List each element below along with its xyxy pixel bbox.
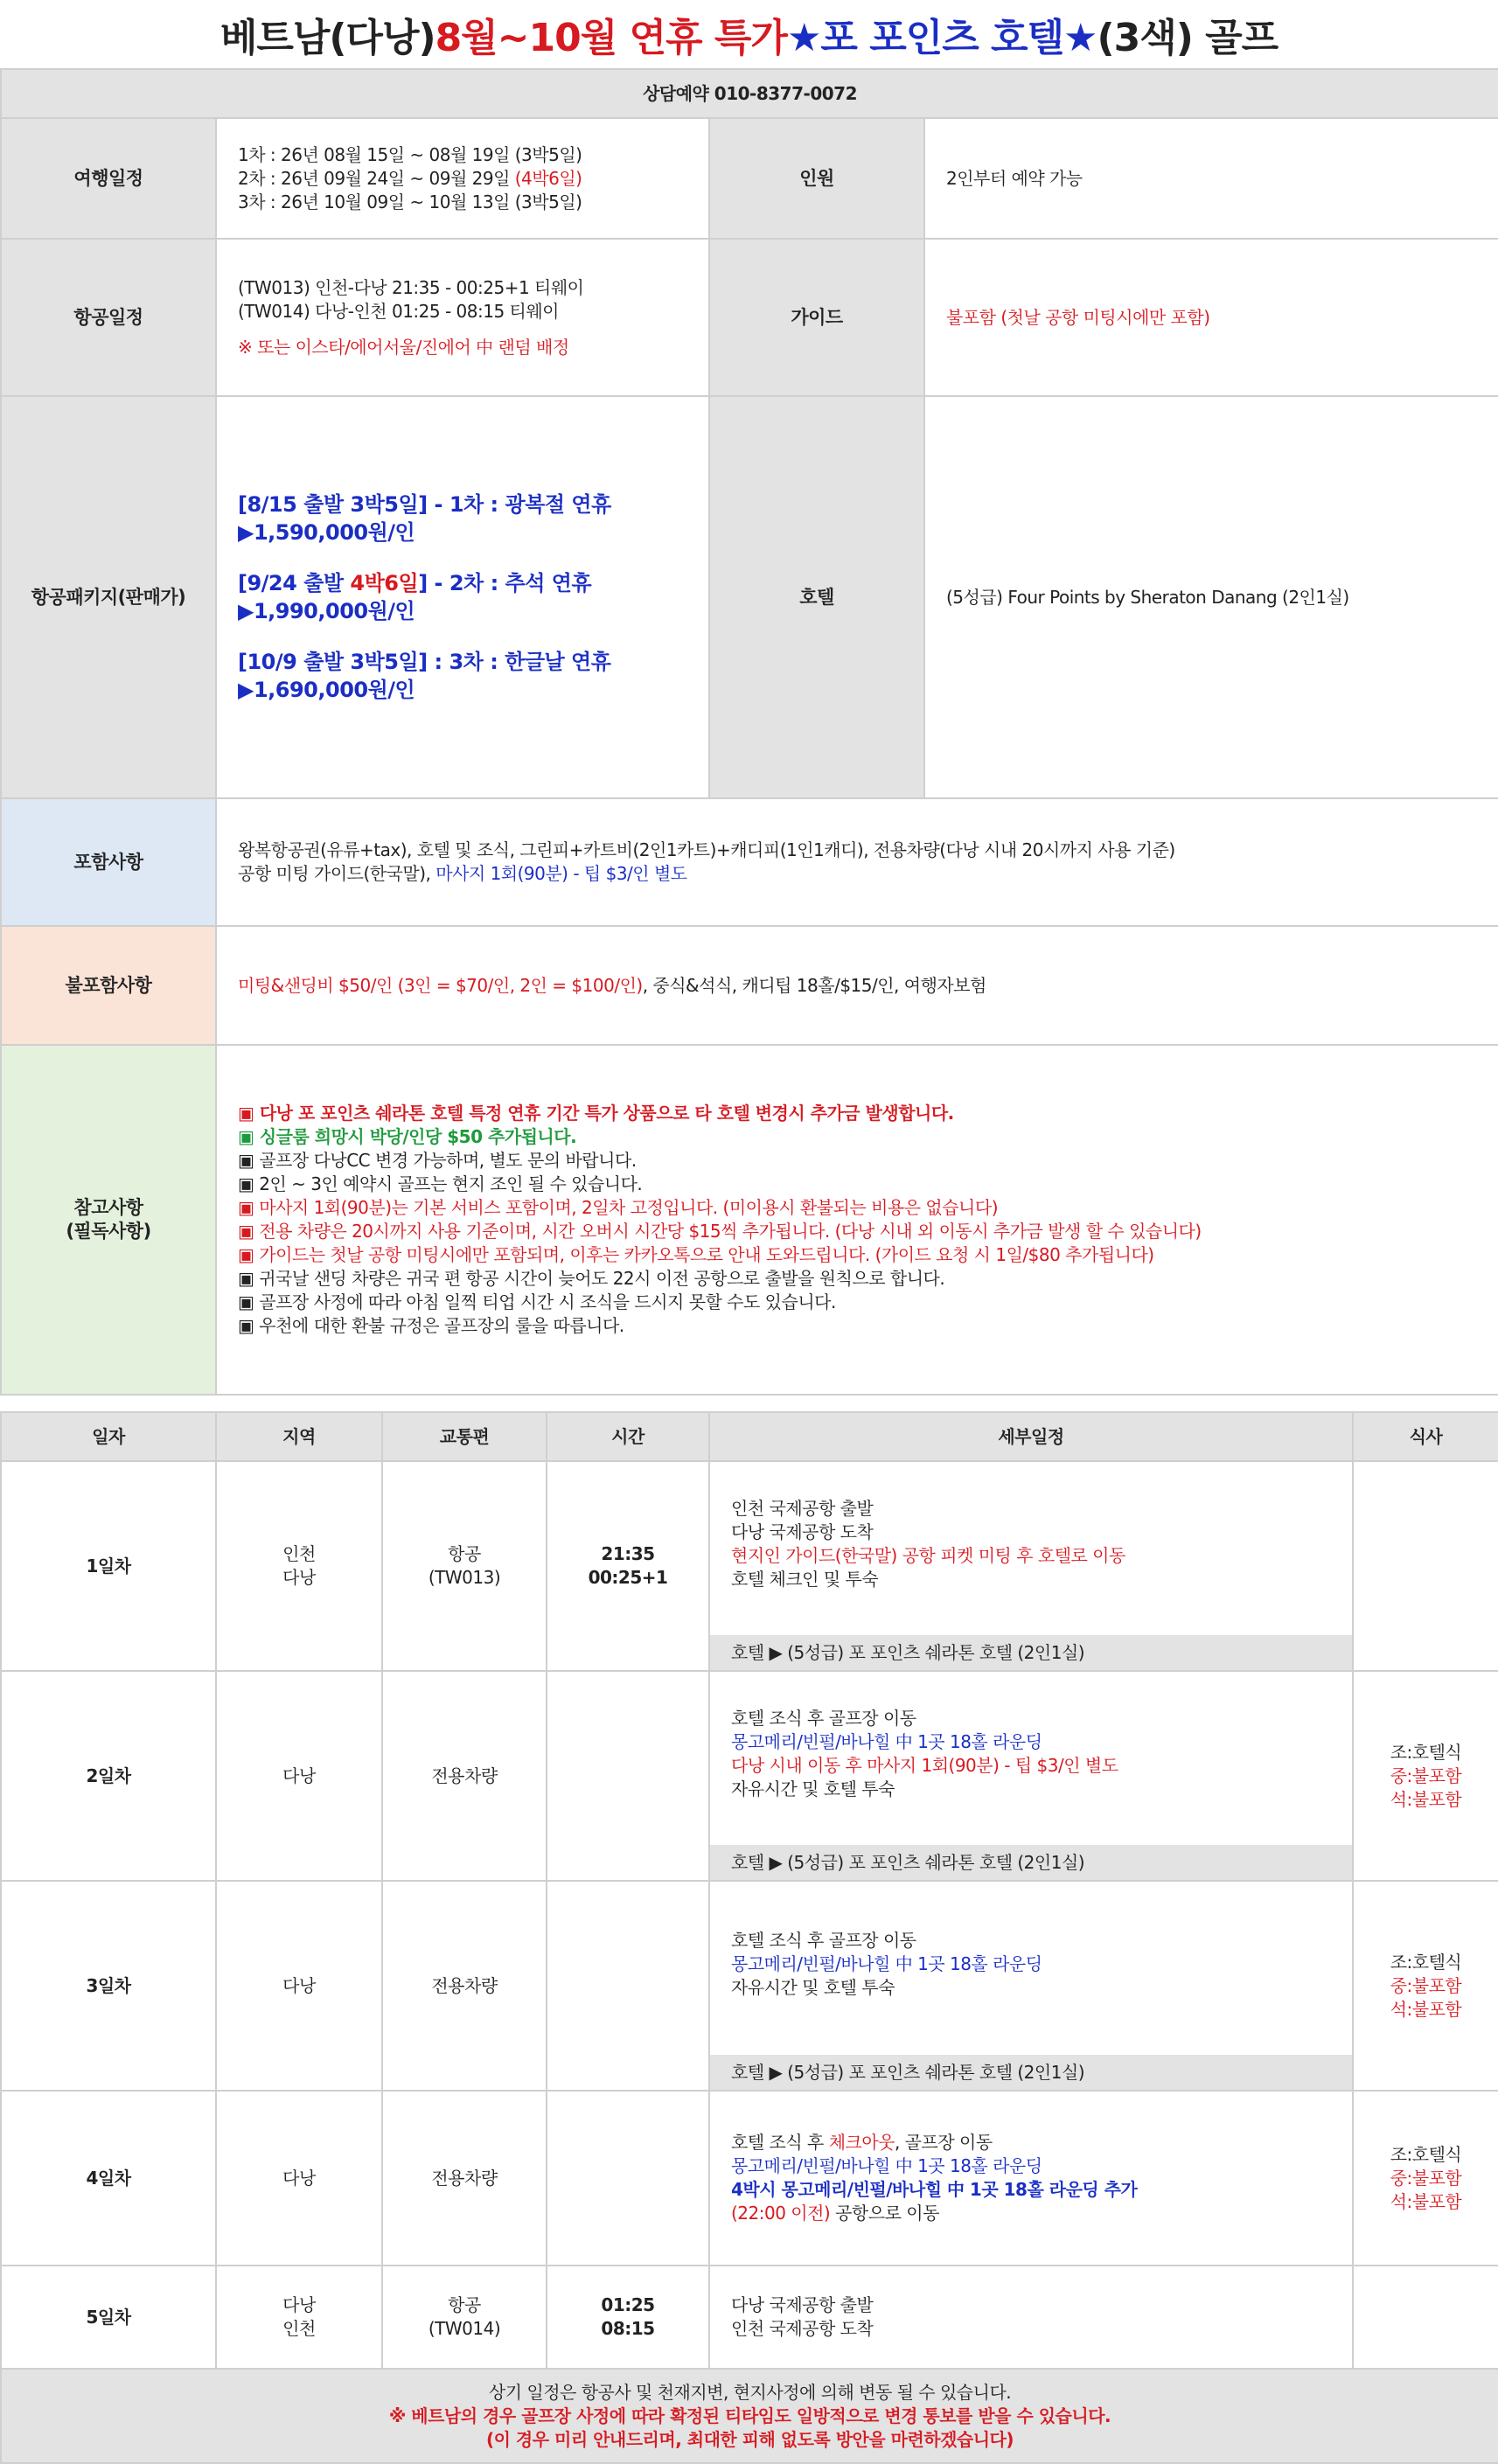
table-row [1, 2091, 1498, 2266]
hotel-label: 호텔 [709, 396, 924, 798]
notes-label: 참고사항 (필독사항) [1, 1045, 216, 1395]
guide-value: 불포함 (첫날 공항 미팅시에만 포함) [924, 239, 1498, 396]
note-item: ▣ 전용 차량은 20시까지 사용 기준이며, 시간 오버시 시간당 $15씩 추가됩니다. (다낭 시내 외 이동시 추가금 발생 할 수 있습니다) [238, 1221, 1202, 1242]
header-transport: 교통편 [382, 1412, 547, 1461]
meal-cell: 조:호텔식 중:불포함 석:불포함 [1353, 1881, 1498, 2091]
time-cell: 21:35 00:25+1 [547, 1461, 709, 1671]
flight-label: 항공일정 [1, 239, 216, 396]
meal-cell: 조:호텔식 중:불포함 석:불포함 [1353, 2091, 1498, 2266]
title-hotel: ★포 포인츠 호텔★ [786, 16, 1097, 60]
day-cell: 2일차 [1, 1671, 216, 1881]
header-meals: 식사 [1353, 1412, 1498, 1461]
time-cell [547, 1881, 709, 2091]
people-label: 인원 [709, 118, 924, 239]
package-item: [9/24 출발 4박6일] - 2차 : 추석 연휴 ▶1,990,000원/인 [238, 571, 592, 623]
transport-cell: 전용차량 [382, 1881, 547, 2091]
region-cell: 다낭 [216, 1881, 382, 2091]
schedule-label: 여행일정 [1, 118, 216, 239]
transport-cell: 항공 (TW013) [382, 1461, 547, 1671]
hotel-value: (5성급) Four Points by Sheraton Danang (2인1실) [924, 396, 1498, 798]
note-item: ▣ 우천에 대한 환불 규정은 골프장의 룰을 따릅니다. [238, 1315, 624, 1336]
meal-cell: 조:호텔식 중:불포함 석:불포함 [1353, 1671, 1498, 1881]
hotel-line: 호텔 ▶ (5성급) 포 포인츠 쉐라톤 호텔 (2인1실) [710, 1635, 1352, 1670]
note-item: ▣ 마사지 1회(90분)는 기본 서비스 포함이며, 2일차 고정입니다. (미이용시 환불되는 비용은 없습니다) [238, 1197, 998, 1218]
transport-cell: 항공 (TW014) [382, 2266, 547, 2369]
detail-cell: 호텔 조식 후 골프장 이동 몽고메리/빈펄/바나힐 中 1곳 18홀 라운딩 자유시간 및 호텔 투숙 호텔 ▶ (5성급) 포 포인츠 쉐라톤 호텔 (2인1실) [709, 1881, 1353, 2091]
package-label: 항공패키지(판매가) [1, 396, 216, 798]
title-text: 베트남(다낭) [219, 16, 435, 60]
notes-list [216, 1045, 1498, 1395]
table-row [1, 1461, 1498, 1671]
detail-cell: 호텔 조식 후 체크아웃, 골프장 이동 몽고메리/빈펄/바나힐 中 1곳 18홀 라운딩 4박시 몽고메리/빈펄/바나힐 中 1곳 18홀 라운딩 추가 (22:00 이전) 공항으로 이동 [709, 2091, 1353, 2266]
hotel-line: 호텔 ▶ (5성급) 포 포인츠 쉐라톤 호텔 (2인1실) [710, 1845, 1352, 1880]
title-suffix: (3색) 골프 [1097, 16, 1279, 60]
package-item: [8/15 출발 3박5일] - 1차 : 광복절 연휴 ▶1,590,000원/인 [238, 492, 611, 545]
meal-cell [1353, 1461, 1498, 1671]
guide-label: 가이드 [709, 239, 924, 396]
package-value [216, 396, 709, 798]
region-cell: 다낭 [216, 2091, 382, 2266]
day-cell: 5일차 [1, 2266, 216, 2369]
exclude-value: 미팅&샌딩비 $50/인 (3인 = $70/인, 2인 = $100/인), 중식&석식, 캐디팁 18홀/$15/인, 여행자보험 [216, 926, 1498, 1045]
footer-notice: 상기 일정은 항공사 및 천재지변, 현지사정에 의해 변동 될 수 있습니다. ※ 베트남의 경우 골프장 사정에 따라 확정된 티타임도 일방적으로 변경 통보를 받을 수 있습니다. (이 경우 미리 안내드리며, 최대한 피해 없도록 방안을 마련하겠습니다) [1, 2369, 1498, 2463]
note-item: ▣ 다낭 포 포인츠 쉐라톤 호텔 특정 연휴 기간 특가 상품으로 타 호텔 변경시 추가금 발생합니다. [238, 1103, 954, 1124]
meal-cell [1353, 2266, 1498, 2369]
flight-value: (TW013) 인천-다낭 21:35 - 00:25+1 티웨이 (TW014) 다낭-인천 01:25 - 08:15 티웨이 ※ 또는 이스타/에어서울/진에어 中 랜덤 배정 [216, 239, 709, 396]
header-region: 지역 [216, 1412, 382, 1461]
time-cell: 01:25 08:15 [547, 2266, 709, 2369]
header-time: 시간 [547, 1412, 709, 1461]
hotel-line: 호텔 ▶ (5성급) 포 포인츠 쉐라톤 호텔 (2인1실) [710, 2055, 1352, 2090]
include-label: 포함사항 [1, 798, 216, 926]
note-item: ▣ 2인 ~ 3인 예약시 골프는 현지 조인 될 수 있습니다. [238, 1173, 643, 1194]
people-value: 2인부터 예약 가능 [924, 118, 1498, 239]
include-value: 왕복항공권(유류+tax), 호텔 및 조식, 그린피+카트비(2인1카트)+캐디피(1인1캐디), 전용차량(다낭 시내 20시까지 사용 기준) 공항 미팅 가이드(한국말), 마사지 1회(90분) - 팁 $3/인 별도 [216, 798, 1498, 926]
note-item: ▣ 골프장 다낭CC 변경 가능하며, 별도 문의 바랍니다. [238, 1150, 637, 1171]
info-table [0, 68, 1498, 1396]
time-cell [547, 2091, 709, 2266]
note-item: ▣ 가이드는 첫날 공항 미팅시에만 포함되며, 이후는 카카오톡으로 안내 도와드립니다. (가이드 요청 시 1일/$80 추가됩니다) [238, 1244, 1154, 1265]
exclude-label: 불포함사항 [1, 926, 216, 1045]
contact-bar: 상담예약 010-8377-0072 [1, 69, 1498, 118]
schedule-value: 1차 : 26년 08월 15일 ~ 08월 19일 (3박5일) 2차 : 26년 09월 24일 ~ 09월 29일 (4박6일) 3차 : 26년 10월 09일 ~ 10월 13일 (3박5일) [216, 118, 709, 239]
note-item: ▣ 골프장 사정에 따라 아침 일찍 티업 시간 시 조식을 드시지 못할 수도 있습니다. [238, 1291, 836, 1312]
day-cell: 4일차 [1, 2091, 216, 2266]
itinerary-table [0, 1411, 1498, 2464]
table-row [1, 1671, 1498, 1881]
day-cell: 1일차 [1, 1461, 216, 1671]
table-row [1, 1881, 1498, 2091]
header-day: 일자 [1, 1412, 216, 1461]
header-details: 세부일정 [709, 1412, 1353, 1461]
table-row [1, 2266, 1498, 2369]
package-item: [10/9 출발 3박5일] : 3차 : 한글날 연휴 ▶1,690,000원/인 [238, 650, 611, 702]
day-cell: 3일차 [1, 1881, 216, 2091]
region-cell: 다낭 인천 [216, 2266, 382, 2369]
note-item: ▣ 싱글룸 희망시 박당/인당 $50 추가됩니다. [238, 1126, 577, 1147]
region-cell: 인천 다낭 [216, 1461, 382, 1671]
detail-cell: 인천 국제공항 출발 다낭 국제공항 도착 현지인 가이드(한국말) 공항 피켓 미팅 후 호텔로 이동 호텔 체크인 및 투숙 호텔 ▶ (5성급) 포 포인츠 쉐라톤 호텔 (2인1실) [709, 1461, 1353, 1671]
page-title [0, 0, 1498, 68]
detail-cell: 호텔 조식 후 골프장 이동 몽고메리/빈펄/바나힐 中 1곳 18홀 라운딩 다낭 시내 이동 후 마사지 1회(90분) - 팁 $3/인 별도 자유시간 및 호텔 투숙 호텔 ▶ (5성급) 포 포인츠 쉐라톤 호텔 (2인1실) [709, 1671, 1353, 1881]
note-item: ▣ 귀국날 샌딩 차량은 귀국 편 항공 시간이 늦어도 22시 이전 공항으로 출발을 원칙으로 합니다. [238, 1268, 945, 1289]
detail-cell: 다낭 국제공항 출발 인천 국제공항 도착 [709, 2266, 1353, 2369]
region-cell: 다낭 [216, 1671, 382, 1881]
transport-cell: 전용차량 [382, 1671, 547, 1881]
time-cell [547, 1671, 709, 1881]
title-highlight: 8월~10월 연휴 특가 [435, 16, 787, 60]
transport-cell: 전용차량 [382, 2091, 547, 2266]
